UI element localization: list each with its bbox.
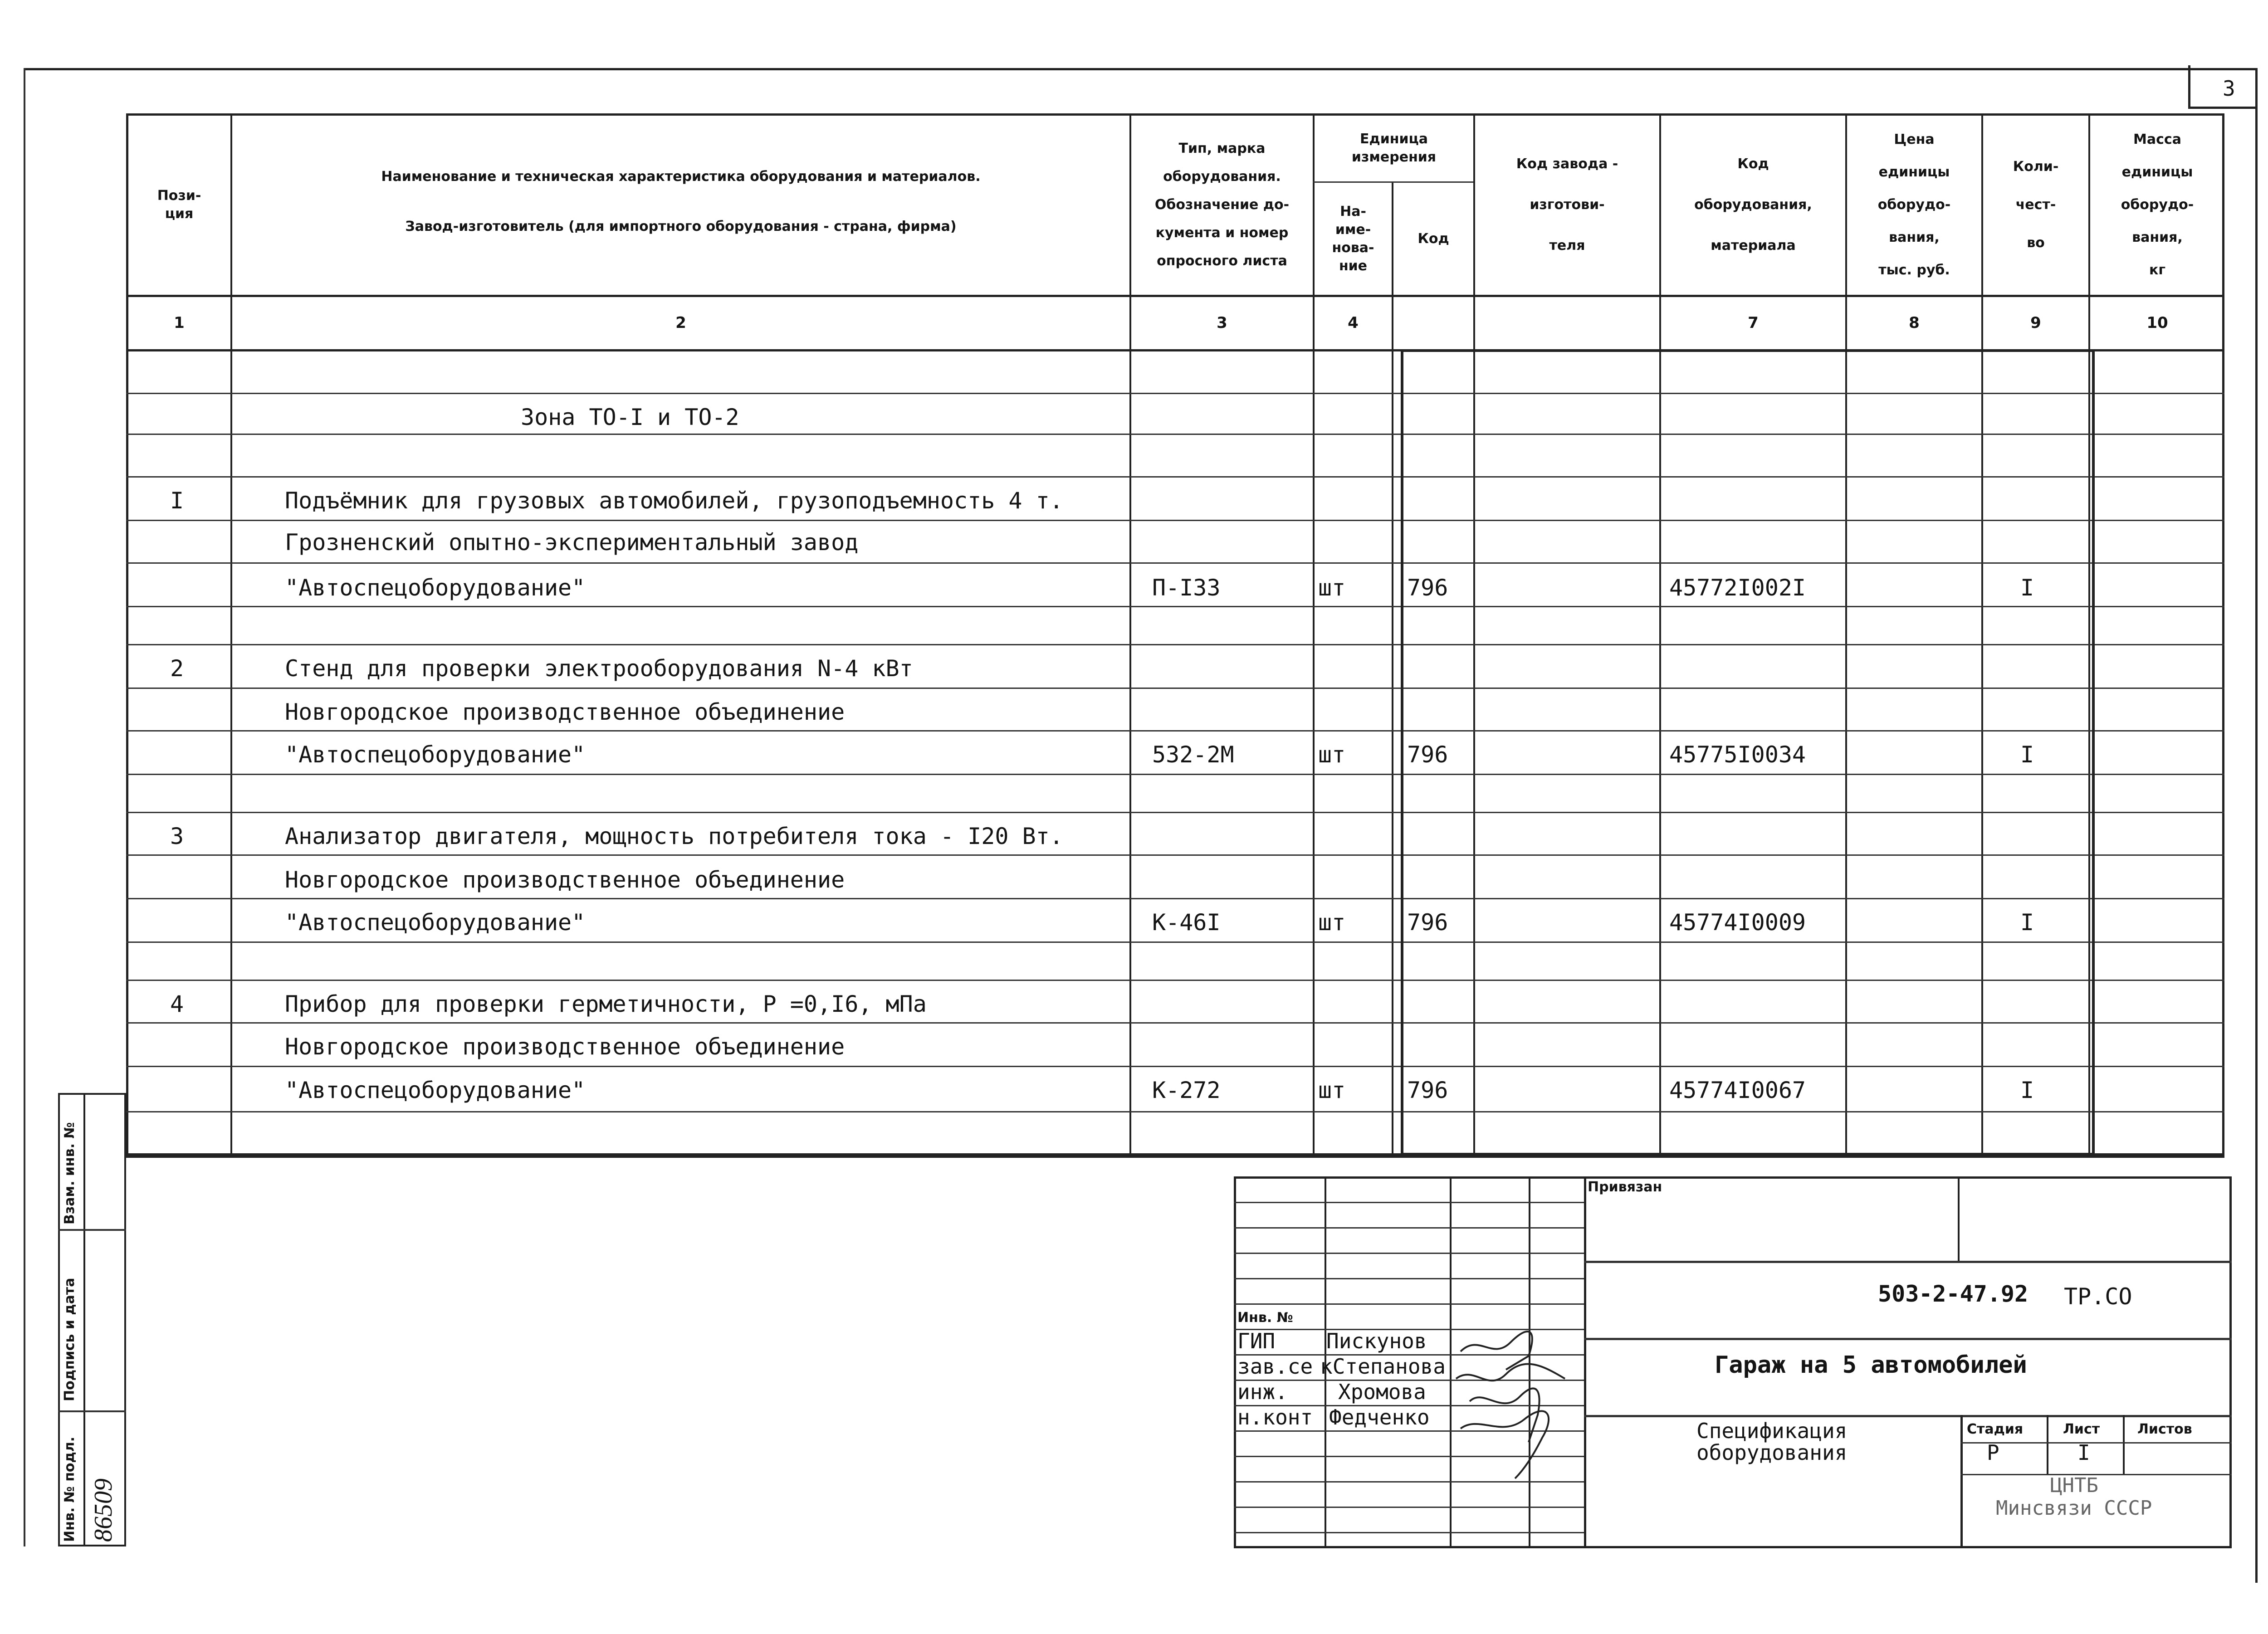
sheets-label: Листов [2137, 1421, 2192, 1437]
role-label: инж. [1237, 1380, 1288, 1404]
item-unit-code: 796 [1407, 575, 1448, 601]
item-unit: шт [1318, 909, 1346, 936]
header-price: Цена единицы оборудо- вания, тыс. руб. [1877, 132, 1951, 278]
item-type: П-I33 [1152, 575, 1221, 601]
item-equipment-code: 45774I0009 [1669, 909, 1806, 936]
header-position: Пози- ция [157, 188, 201, 222]
header-unit: Единица измерения [1351, 131, 1437, 165]
item-type: К-272 [1152, 1077, 1221, 1103]
side-vzam-label: Взам. инв. № [62, 1122, 78, 1224]
col-divider [230, 113, 232, 1156]
stage-value: Р [1987, 1440, 1999, 1465]
item-name-line: Прибор для проверки герметичности, Р =0,I6, мПа [285, 991, 927, 1017]
item-unit-code: 796 [1407, 741, 1448, 768]
item-name-line: Анализатор двигателя, мощность потребителя тока - I20 Вт. [285, 823, 1063, 849]
item-name-line: "Автоспецоборудование" [285, 1077, 586, 1103]
side-inv-podl-label: Инв. № подл. [62, 1436, 78, 1542]
item-position: I [170, 488, 184, 514]
header-name-line1: Наименование и техническая характеристика оборудования и материалов. [381, 169, 981, 185]
inv-label: Инв. № [1237, 1310, 1293, 1326]
header-quantity: Коли- чест- во [2013, 159, 2059, 251]
table-bottom-line [126, 1156, 2224, 1158]
item-name-line: Новгородское производственное объединение [285, 699, 845, 725]
item-name-line: Грозненский опытно-экспериментальный завод [285, 529, 859, 556]
col-number: 2 [675, 314, 686, 332]
col-number: 1 [174, 314, 185, 332]
item-position: 3 [170, 823, 184, 849]
sheet-number: 3 [2223, 76, 2235, 101]
side-podpis-label: Подпись и дата [62, 1278, 78, 1401]
col-divider [1392, 181, 1393, 1156]
item-quantity: I [2020, 575, 2034, 601]
item-quantity: I [2020, 909, 2034, 936]
doc-code: 503-2-47.92 [1878, 1281, 2028, 1307]
item-unit: шт [1318, 575, 1346, 601]
col-number: 10 [2146, 314, 2168, 332]
doc-suffix: ТР.СО [2064, 1283, 2132, 1310]
stage-label: Стадия [1967, 1421, 2024, 1437]
item-name-line: "Автоспецоборудование" [285, 575, 586, 601]
item-name-line: Новгородское производственное объединение [285, 867, 845, 893]
col-number: 3 [1217, 314, 1227, 332]
item-unit-code: 796 [1407, 909, 1448, 936]
item-equipment-code: 45774I0067 [1669, 1077, 1806, 1103]
header-unit-code: Код [1418, 231, 1449, 247]
sheet-label: Лист [2063, 1421, 2100, 1437]
role-name: Хромова [1338, 1380, 1426, 1404]
header-unit-name: На- име- нова- ние [1332, 204, 1374, 274]
item-name-line: Подъёмник для грузовых автомобилей, грузоподъемность 4 т. [285, 488, 1063, 514]
role-label: ГИП [1237, 1329, 1276, 1353]
frame-right-border [2255, 68, 2258, 1583]
item-quantity: I [2020, 741, 2034, 768]
org-stamp-line2: Минсвязи СССР [1996, 1497, 2152, 1520]
item-type: 532-2М [1152, 741, 1234, 768]
role-label: зав.се [1237, 1354, 1313, 1379]
signatures-image [1452, 1324, 1583, 1488]
item-position: 2 [170, 655, 184, 682]
item-name-line: Новгородское производственное объединение [285, 1034, 845, 1060]
sheet-value: I [2077, 1440, 2090, 1465]
frame-top-border [24, 68, 2255, 70]
col-number: 7 [1748, 314, 1759, 332]
role-name: Пискунов [1326, 1329, 1427, 1353]
header-subdivider [1313, 181, 1473, 183]
item-equipment-code: 45772I002I [1669, 575, 1806, 601]
section-title: Зона ТО-I и ТО-2 [521, 404, 739, 430]
item-unit-code: 796 [1407, 1077, 1448, 1103]
role-name: Федченко [1329, 1405, 1430, 1429]
header-factory-code: Код завода - изготови- теля [1516, 156, 1618, 254]
sheet-number-box [2188, 65, 2255, 109]
item-name-line: "Автоспецоборудование" [285, 909, 586, 936]
header-mass: Масса единицы оборудо- вания, кг [2121, 132, 2194, 278]
item-unit: шт [1318, 741, 1346, 768]
item-unit: шт [1318, 1077, 1346, 1103]
header-type: Тип, марка оборудования. Обозначение до- кумента и номер опросного листа [1154, 141, 1290, 269]
header-name-line2: Завод-изготовитель (для импортного оборудования - страна, фирма) [405, 219, 957, 234]
item-name-line: "Автоспецоборудование" [285, 741, 586, 768]
privyazan-label: Привязан [1588, 1179, 1662, 1195]
item-quantity: I [2020, 1077, 2034, 1103]
item-position: 4 [170, 991, 184, 1017]
org-stamp-line1: ЦНТБ [2050, 1474, 2098, 1497]
header-equipment-code: Код оборудования, материала [1694, 156, 1812, 254]
col-number: 9 [2030, 314, 2041, 332]
role-label: н.конт [1237, 1405, 1313, 1429]
item-equipment-code: 45775I0034 [1669, 741, 1806, 768]
col-number: 8 [1909, 314, 1920, 332]
object-name: Гараж на 5 автомобилей [1715, 1351, 2027, 1379]
role-name: кСтепанова [1320, 1354, 1446, 1379]
side-inv-value: 86509 [89, 1478, 117, 1542]
item-type: К-46I [1152, 909, 1221, 936]
frame-left-border [24, 68, 25, 1546]
sheet-name-line1: Спецификация [1696, 1419, 1848, 1443]
sheet-name-line2: оборудования [1696, 1440, 1848, 1465]
col-number: 4 [1348, 314, 1359, 332]
item-name-line: Стенд для проверки электрооборудования N-4 кВт [285, 655, 913, 682]
